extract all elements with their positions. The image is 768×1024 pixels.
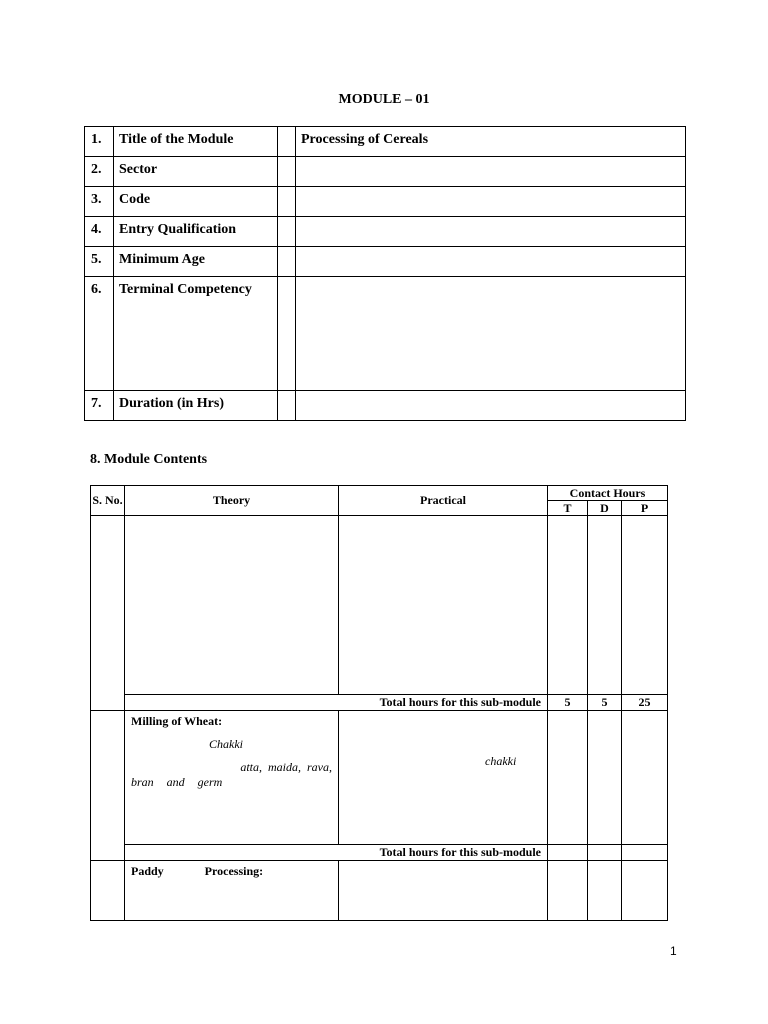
row-value (296, 277, 686, 391)
info-row (85, 157, 686, 187)
row-label: Title of the Module (114, 127, 278, 157)
row-value (296, 217, 686, 247)
practical-cell (339, 516, 548, 695)
total-p: 25 (622, 695, 668, 711)
info-row (85, 217, 686, 247)
row-number: 2. (85, 157, 114, 187)
total-t (548, 845, 588, 861)
separator-cell (278, 391, 296, 421)
theory-word: bran and germ (131, 775, 223, 789)
t-cell (548, 711, 588, 845)
section-heading: 8. Module Contents (90, 452, 208, 467)
info-row (85, 277, 686, 391)
info-row (85, 127, 686, 157)
info-row (85, 247, 686, 277)
total-t: 5 (548, 695, 588, 711)
sno-cell (91, 861, 125, 921)
d-cell (588, 516, 622, 695)
row-number: 3. (85, 187, 114, 217)
row-number: 6. (85, 277, 114, 391)
row-number: 7. (85, 391, 114, 421)
row-label: Code (114, 187, 278, 217)
total-p (622, 845, 668, 861)
table-row (91, 861, 668, 921)
separator-cell (278, 127, 296, 157)
header-theory: Theory (125, 486, 339, 516)
row-value: Processing of Cereals (296, 127, 686, 157)
module-contents-table (90, 485, 668, 921)
header-p: P (622, 501, 668, 516)
theory-cell (125, 516, 339, 695)
sno-cell (91, 711, 125, 861)
header-t: T (548, 501, 588, 516)
theory-word: Chakki (209, 737, 243, 751)
separator-cell (278, 277, 296, 391)
total-row (91, 845, 668, 861)
theory-cell (125, 711, 339, 845)
total-d: 5 (588, 695, 622, 711)
row-label: Terminal Competency (114, 277, 278, 391)
p-cell (622, 516, 668, 695)
row-number: 1. (85, 127, 114, 157)
total-row (91, 695, 668, 711)
separator-cell (278, 187, 296, 217)
t-cell (548, 516, 588, 695)
header-practical: Practical (339, 486, 548, 516)
header-d: D (588, 501, 622, 516)
page-title: MODULE – 01 (338, 92, 430, 107)
table-row (91, 516, 668, 695)
total-label: Total hours for this sub-module (125, 695, 548, 711)
p-cell (622, 711, 668, 845)
row-value (296, 247, 686, 277)
theory-word: atta, maida, rava, (240, 760, 332, 774)
table-row (91, 711, 668, 845)
header-sno: S. No. (91, 486, 125, 516)
submodule-title: Milling of Wheat: (131, 714, 223, 728)
row-label: Sector (114, 157, 278, 187)
row-number: 4. (85, 217, 114, 247)
d-cell (588, 861, 622, 921)
total-d (588, 845, 622, 861)
practical-cell (339, 861, 548, 921)
separator-cell (278, 157, 296, 187)
practical-cell (339, 711, 548, 845)
separator-cell (278, 247, 296, 277)
sno-cell (91, 516, 125, 711)
row-value (296, 187, 686, 217)
t-cell (548, 861, 588, 921)
row-value (296, 157, 686, 187)
practical-word: chakki (485, 754, 517, 768)
total-label: Total hours for this sub-module (125, 845, 548, 861)
theory-cell: Paddy Processing: (125, 861, 339, 921)
separator-cell (278, 217, 296, 247)
row-label: Minimum Age (114, 247, 278, 277)
row-number: 5. (85, 247, 114, 277)
row-label: Entry Qualification (114, 217, 278, 247)
p-cell (622, 861, 668, 921)
page-number: 1 (670, 944, 677, 958)
row-value (296, 391, 686, 421)
row-label: Duration (in Hrs) (114, 391, 278, 421)
header-contact-hours: Contact Hours (548, 486, 668, 501)
d-cell (588, 711, 622, 845)
info-row (85, 187, 686, 217)
module-info-table (84, 126, 686, 421)
info-row (85, 391, 686, 421)
